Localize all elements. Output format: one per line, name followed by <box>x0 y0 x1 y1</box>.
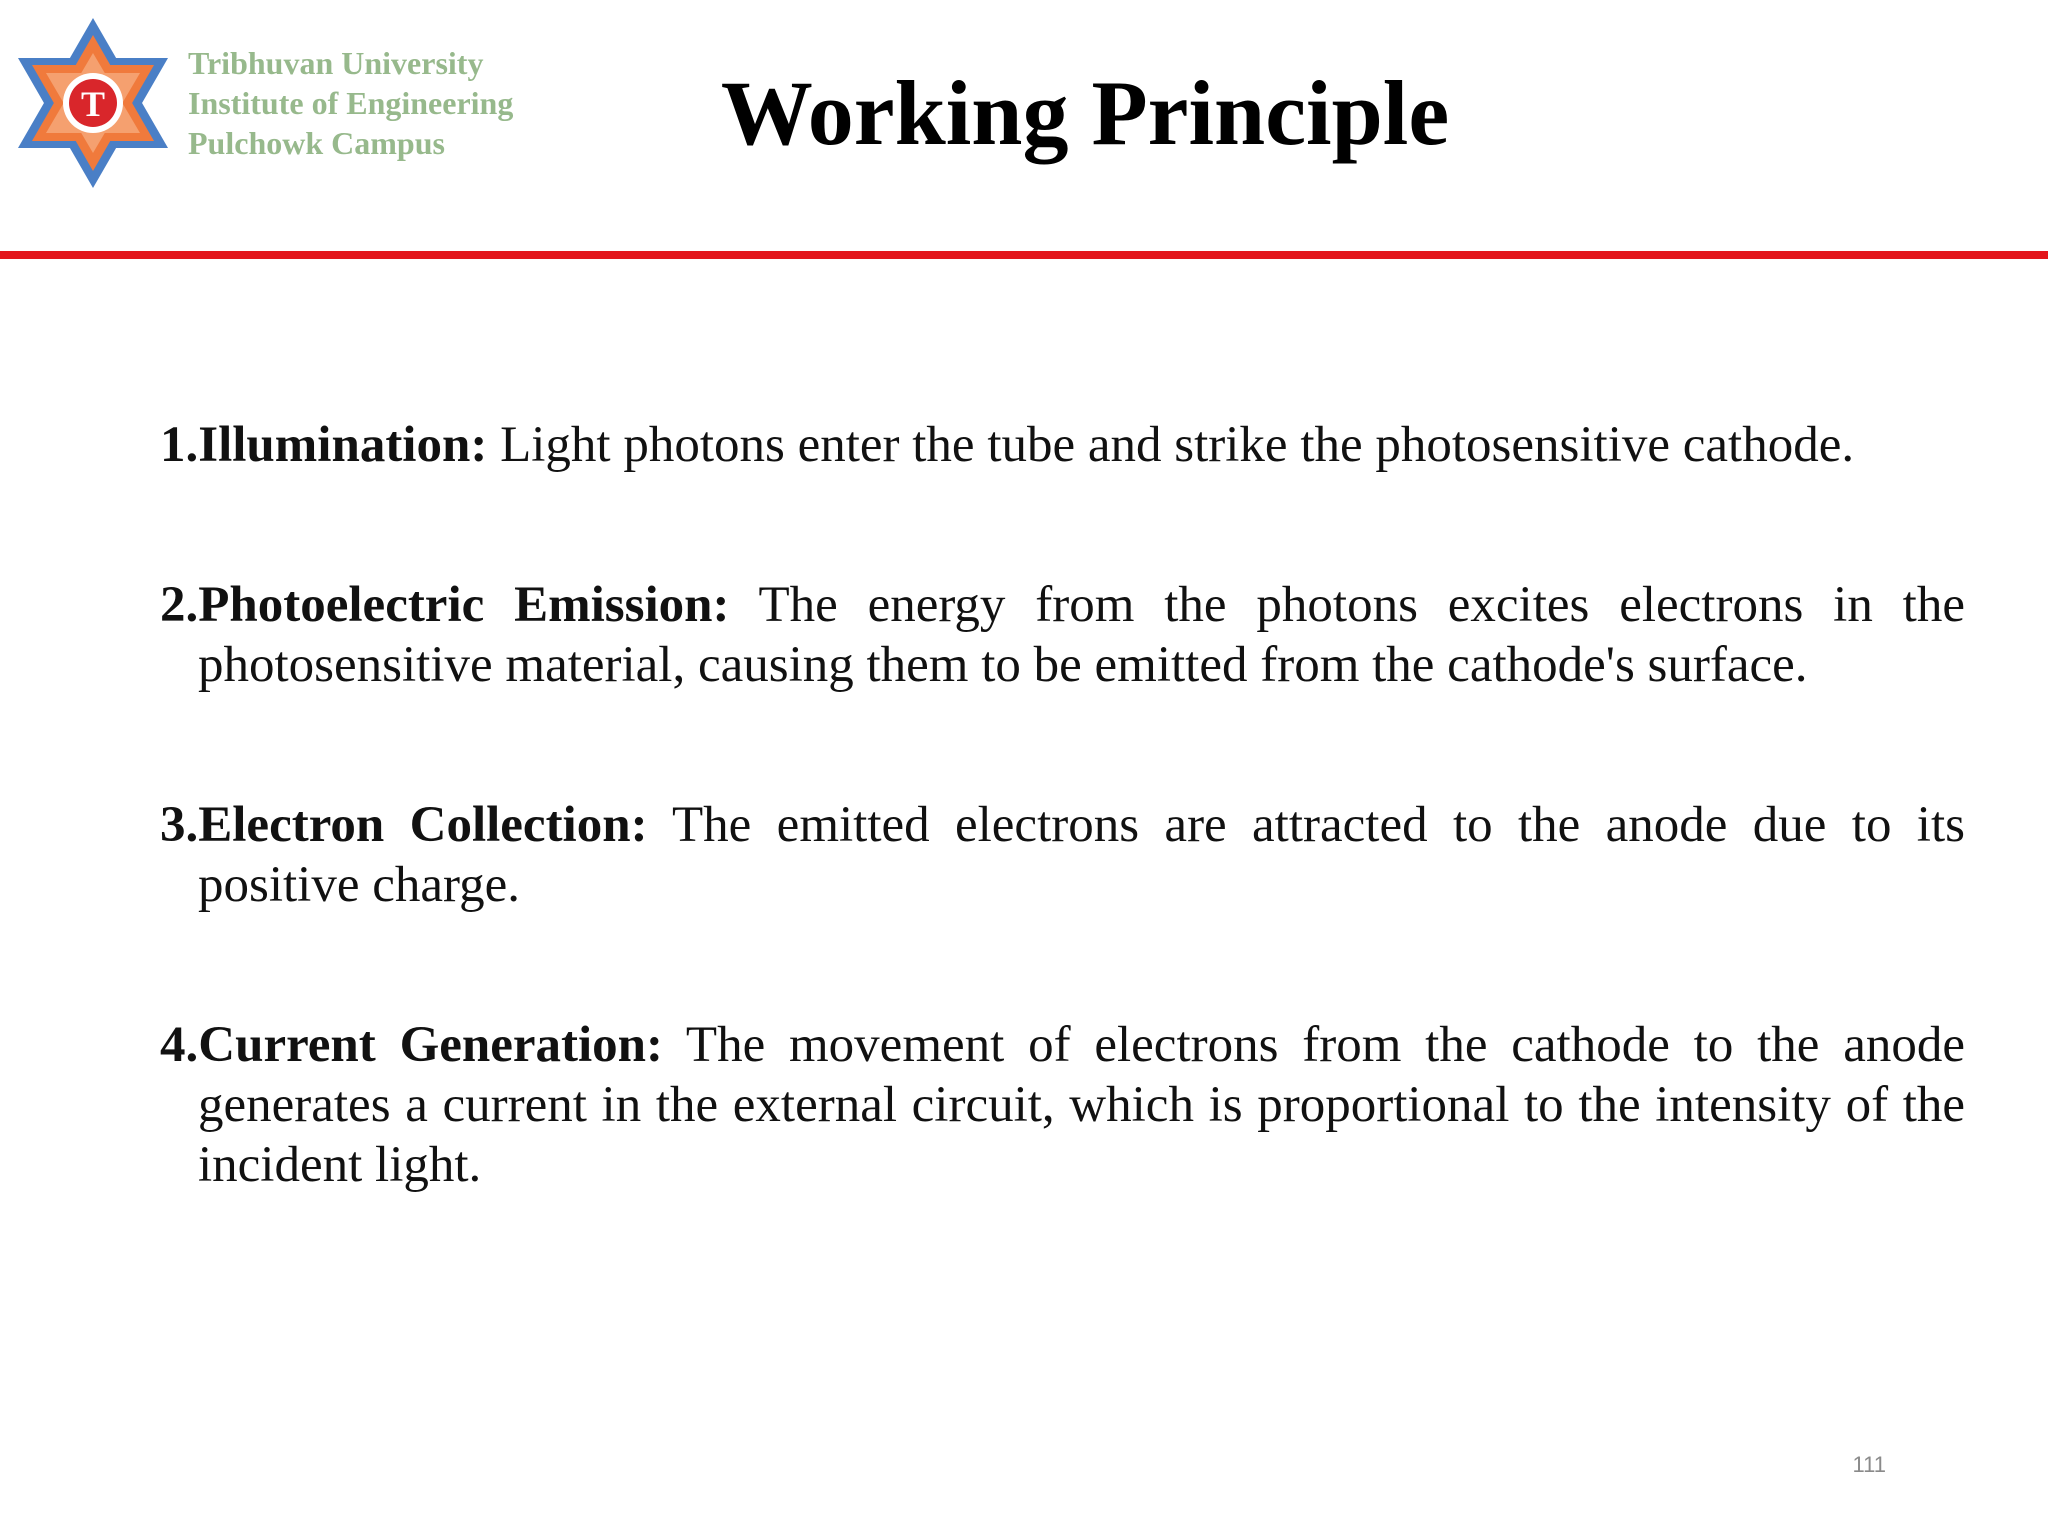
logo-line-campus: Pulchowk Campus <box>188 125 445 161</box>
slide-header <box>0 0 2048 252</box>
page-title: Working Principle <box>720 62 1450 164</box>
point-text: The emitted electrons are attracted to the anode due to its positive charge. <box>198 797 1965 913</box>
logo-line-university: Tribhuvan University <box>188 45 484 81</box>
principle-list <box>160 415 1965 1295</box>
point-term: Current Generation: <box>198 1017 664 1073</box>
point-number: 2. <box>160 577 199 633</box>
university-name <box>188 43 513 163</box>
point-text: The movement of electrons from the cathode to the anode generates a current in the external circuit, which is proportional to the intensity of the incident light. <box>198 1017 1965 1193</box>
point-term: Photoelectric Emission: <box>198 577 730 633</box>
point-term: Illumination: <box>198 417 488 473</box>
point-term: Electron Collection: <box>198 797 648 853</box>
page-number: 111 <box>1852 1452 1886 1477</box>
emblem-letter: T <box>80 84 106 124</box>
point-number: 4. <box>160 1017 199 1073</box>
point-text: The energy from the photons excites electrons in the photosensitive material, causing them to be emitted from the cathode's surface. <box>198 577 1965 693</box>
point-number: 3. <box>160 797 199 853</box>
list-item <box>160 795 1965 915</box>
logo-line-institute: Institute of Engineering <box>188 85 514 121</box>
point-number: 1. <box>160 417 199 473</box>
list-item <box>160 1015 1965 1195</box>
university-logo <box>8 8 608 198</box>
list-item <box>160 575 1965 695</box>
list-item <box>160 415 1965 475</box>
point-text: Light photons enter the tube and strike the photosensitive cathode. <box>500 417 1855 473</box>
university-emblem-icon <box>8 13 178 193</box>
header-divider <box>0 251 2048 259</box>
